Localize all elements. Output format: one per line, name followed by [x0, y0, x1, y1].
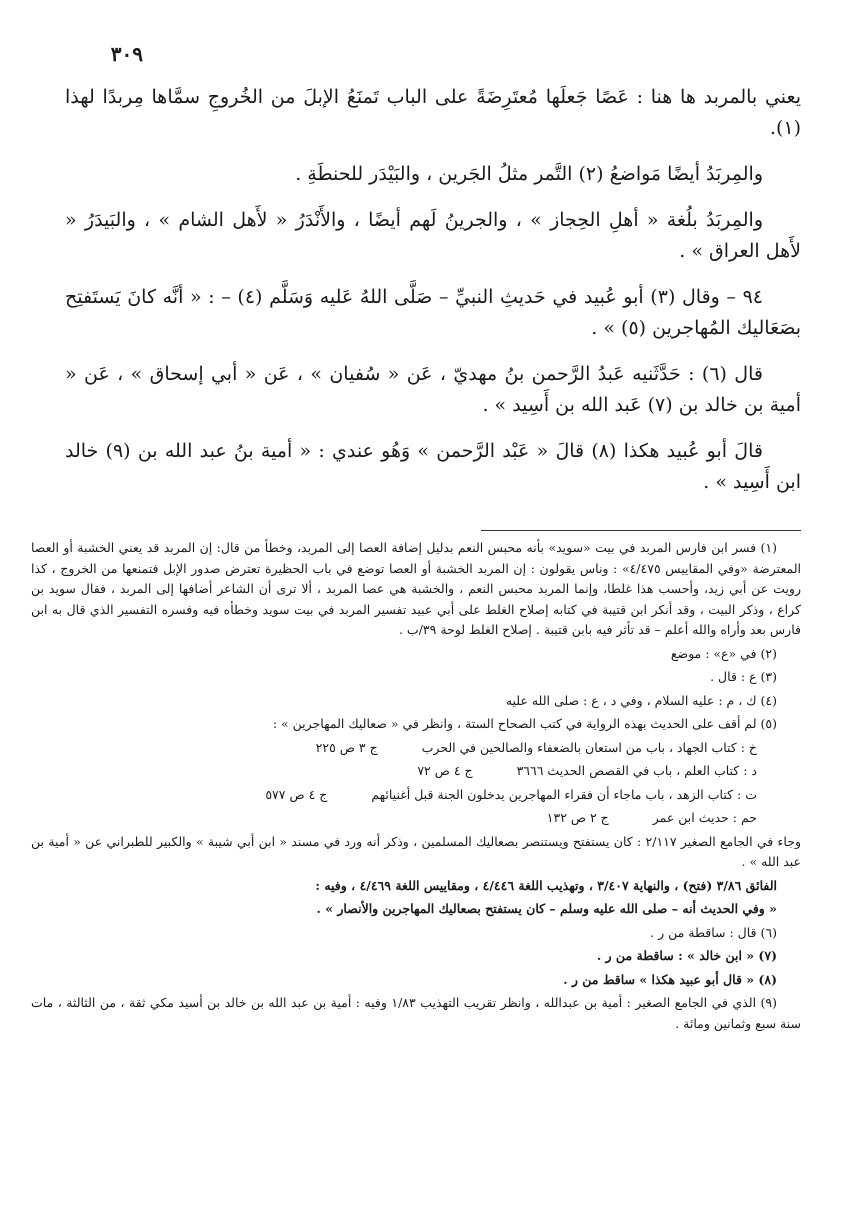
- main-text: [65, 82, 801, 513]
- footnote-1: (١) فسر ابن فارس المربد في بيت «سويد» بأنه محبس النعم بدليل إضافة العصا إلى المربد، وخطأ من قال: إن المربد قد يعني الخشبة أو العصا المعترضة «وفي المقاييس ٤/٤٧٥» : وناس يقولون : إن المربد الخشبة أو العصا توضع في باب الحظيرة تعترض صدور الإبل فتمنعها من الخروج ، كذا رويت عن أبي زيد، وأحسب هذا غلطا، وإنما المربد محبس النعم ، والخشبة هي عصا المربد ، ألا ترى أن الشاعر أضافها إلى المربد ، فقال سويد بن كراع ، وذكر البيت ، وقد أنكر ابن قتيبة في كتابه إصلاح الغلط على أبي عبيد تفسير المربد في بيت سويد وخطأه فيه وفسره التفسير الذي قال به ابن فارس بعد وأراه والله أعلم – قد تأثر فيه بابن قتيبة . إصلاح الغلط لوحة ٣٩/ب .: [31, 540, 801, 637]
- ref-text: كتاب الزهد ، باب ماجاء أن فقراء المهاجرين يدخلون الجنة قبل أغنيائهم: [371, 786, 734, 802]
- ref-sigla: خ :: [740, 739, 757, 755]
- footnote-5-sources: الفائق ٣/٨٦ (فتح) ، والنهاية ٣/٤٠٧ ، وتهذيب اللغة ٤/٤٤٦ ، ومقاييس اللغة ٤/٤٦٩ ، وفيه :: [315, 877, 777, 893]
- ref-location: ج ٤ ص ٥٧٧: [265, 786, 328, 802]
- footnote-5-quote: « وفي الحديث أنه – صلى الله عليه وسلم – كان يستفتح بصعاليك المهاجرين والأنصار » .: [316, 901, 777, 916]
- ref-location: ج ٢ ص ١٣٢: [546, 810, 609, 825]
- ref-text: كتاب الجهاد ، باب من استعان بالضعفاء والصالحين في الحرب: [421, 739, 737, 755]
- ref-sigla: د :: [743, 763, 757, 778]
- main-paragraph-2: والمِربَدُ أيضًا مَواضعُ (٢) التَّمر مثلُ الجَرين ، والبَيْدَر للحنطَةِ .: [295, 163, 763, 185]
- footnote-5: (٥) لم أقف على الحديث بهذه الرواية في كتب الصحاح الستة ، وانظر في « صعاليك المهاجرين » :: [272, 716, 777, 731]
- ref-text: حديث ابن عمر: [652, 810, 729, 825]
- ref-location: ج ٣ ص ٢٢٥: [315, 739, 378, 755]
- footnote-4: (٤) ك ، م : عليه السلام ، وفي د ، ع : صلى الله عليه: [505, 692, 777, 708]
- footnote-6: (٦) قال : ساقطة من ر .: [650, 924, 777, 940]
- main-paragraph-5: قال (٦) : حَدَّثَنيه عَبدُ الرَّحمن بنُ مهديّ ، عَن « سُفيان » ، عَن « أبي إسحاق » ، عَن « أمية بن خالد بن (٧) عَبد الله بن أَسِيد » .: [65, 363, 801, 416]
- ref-sigla: حم :: [732, 810, 757, 825]
- footnote-8: (٨) « قال أبو عبيد هكذا » ساقط من ر .: [563, 971, 777, 987]
- ref-sigla: ت :: [737, 786, 757, 802]
- footnote-9: (٩) الذي في الجامع الصغير : أمية بن عبدالله ، وانظر تقريب التهذيب ١/٨٣ وفيه : أمية بن عبد الله بن خالد بن أسيد مكي ثقة ، من الثالثة ، مات سنة سبع وثمانين ومائة .: [31, 995, 801, 1031]
- footnote-7: (٧) « ابن خالد » : ساقطة من ر .: [596, 948, 777, 963]
- ref-text: كتاب العلم ، باب في القصص الحديث ٣٦٦٦: [516, 763, 740, 778]
- main-paragraph-3: والمِربَدُ بلُغة « أهلِ الحِجاز » ، والجرينُ لَهم أيضًا ، والأَنْدَرُ « لأَهل الشام » ، والبَيدَرُ « لأَهل العراق » .: [65, 209, 801, 262]
- main-paragraph-4: ٩٤ – وقال (٣) أبو عُبيد في حَديثِ النبيِّ – صَلَّى اللهُ عَليه وَسَلَّم (٤) – : « أنَّه كانَ يَستَفتِح بصَعَاليك المُهاجرين (٥) » .: [65, 286, 801, 339]
- footnotes: [31, 538, 801, 1037]
- page-number: ٣٠٩: [110, 42, 143, 66]
- footnote-divider: [481, 530, 801, 531]
- main-paragraph-1: يعني بالمربد ها هنا : عَصًا جَعلَها مُعتَرِضَةً على الباب تَمنَعُ الإبلَ من الخُروجِ سمَّاها مِربدًا لهذا (١).: [65, 86, 801, 139]
- footnote-3: (٣) ع : قال .: [710, 669, 777, 684]
- ref-line: [31, 738, 801, 759]
- footnote-2: (٢) في «ع» : موضع: [670, 645, 777, 661]
- ref-line: [31, 808, 801, 829]
- ref-line: [31, 761, 801, 782]
- ref-line: [31, 785, 801, 806]
- ref-location: ج ٤ ص ٧٢: [417, 763, 473, 778]
- footnote-5-continued: وجاء في الجامع الصغير ٢/١١٧ : كان يستفتح ويستنصر بصعاليك المسلمين ، وذكر أنه ورد في مسند « ابن أبي شيبة » والكبير للطبراني عن « أمية بن عبد الله » .: [31, 833, 801, 869]
- main-paragraph-6: قالَ أبو عُبيد هكذا (٨) قالَ « عَبْد الرَّحمن » وَهُو عندي : « أمية بنُ عبد الله بن (٩) خالد ابن أَسِيد » .: [65, 440, 801, 493]
